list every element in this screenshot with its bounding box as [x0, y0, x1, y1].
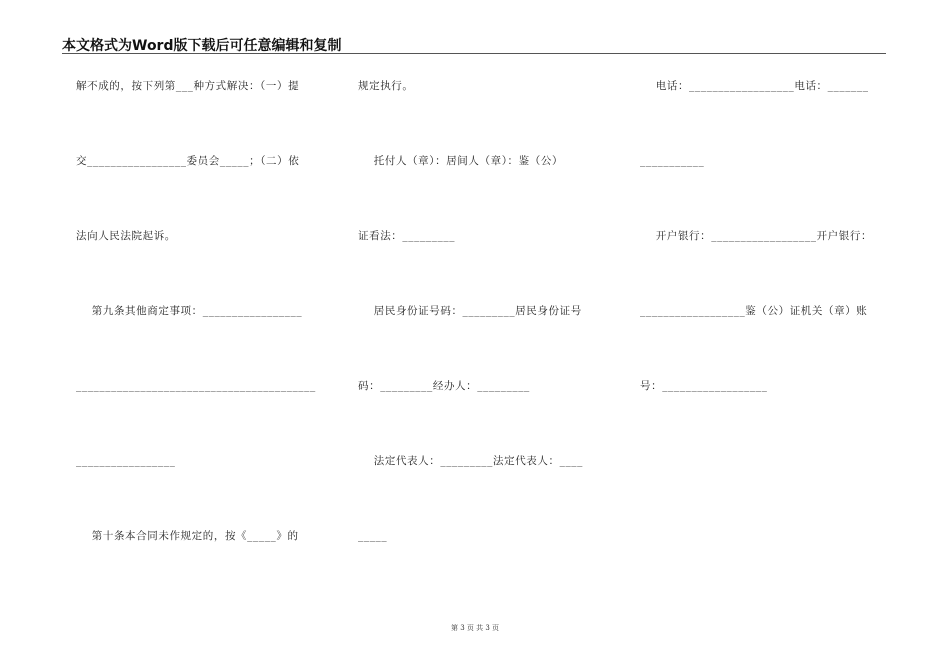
left-line-3: 法向人民法院起诉。 — [76, 230, 176, 242]
middle-line-1: 规定执行。 — [358, 80, 414, 92]
middle-line-4: 居民身份证号码：_________居民身份证号 — [358, 305, 582, 317]
left-line-2: 交_________________委员会_____；（二）依 — [76, 155, 300, 167]
header-rule — [62, 53, 886, 54]
left-line-1: 解不成的，按下列第___种方式解决：（一）提 — [76, 80, 300, 92]
document-header: 本文格式为Word版下载后可任意编辑和复制 — [62, 38, 342, 54]
left-line-6: _________________ — [76, 455, 176, 467]
middle-line-3: 证看法：_________ — [358, 230, 456, 242]
right-line-4: __________________鉴（公）证机关（章）账 — [640, 305, 868, 317]
left-line-5: _________________________________________ — [76, 380, 316, 392]
left-line-4: 第九条其他商定事项：_________________ — [76, 305, 303, 317]
right-line-5: 号：__________________ — [640, 380, 768, 392]
page-number: 第 3 页 共 3 页 — [450, 624, 500, 632]
middle-line-2: 托付人（章）：居间人（章）：鉴（公） — [358, 155, 564, 167]
left-line-7: 第十条本合同未作规定的，按《_____》的 — [76, 530, 299, 542]
right-line-3: 开户银行：__________________开户银行： — [640, 230, 873, 242]
right-line-2: ___________ — [640, 155, 705, 167]
middle-line-6: 法定代表人：_________法定代表人：____ — [358, 455, 583, 467]
right-line-1: 电话：__________________电话：_______ — [640, 80, 869, 92]
middle-line-5: 码：_________经办人：_________ — [358, 380, 530, 392]
middle-line-7: _____ — [358, 530, 388, 542]
